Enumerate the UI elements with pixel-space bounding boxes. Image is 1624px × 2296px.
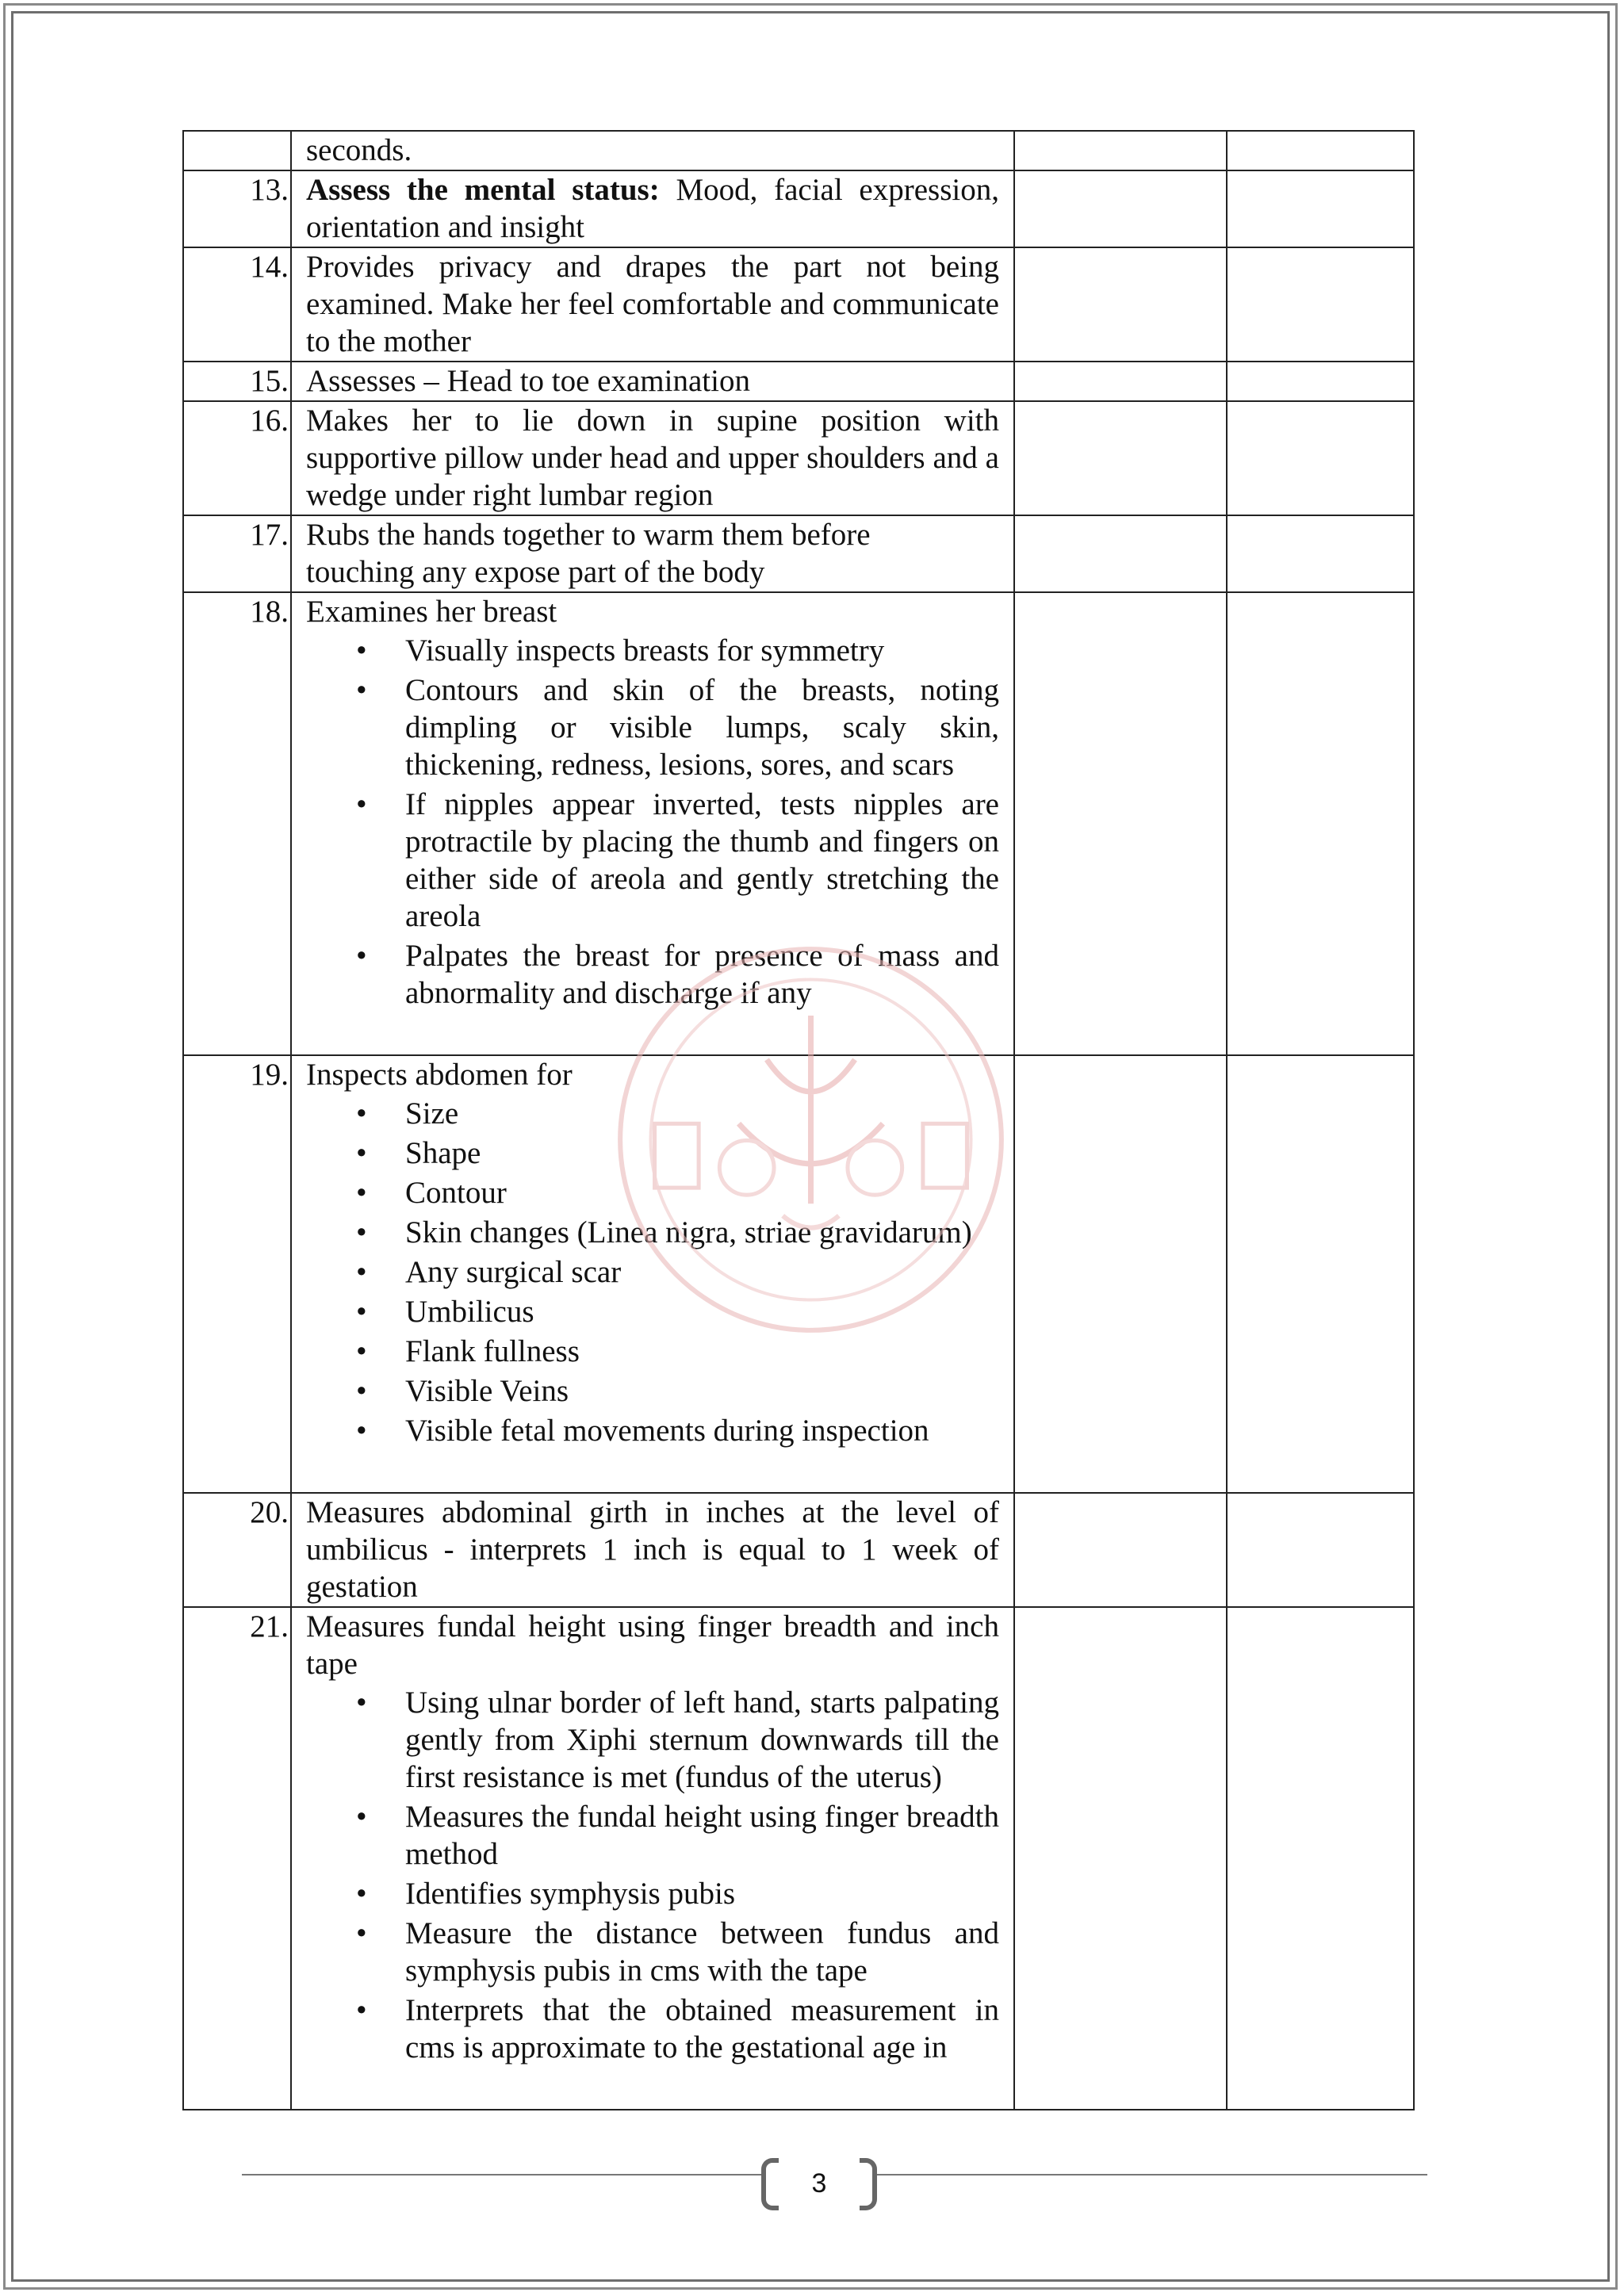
- list-item: • Measure the distance between fundus and symphysis pubis in cms with the tape: [405, 1915, 999, 1989]
- list-item: • If nipples appear inverted, tests nipples are protractile by placing the thumb and fingers on either side of areola and gently stretching the areola: [405, 786, 999, 935]
- remarks-cell: [1227, 1607, 1414, 2110]
- list-item: • Contour: [405, 1174, 999, 1211]
- list-item: • Flank fullness: [405, 1333, 999, 1370]
- remarks-cell: [1227, 170, 1414, 247]
- step-heading: Assess the mental status:: [306, 173, 660, 207]
- procedure-checklist-table: [182, 130, 1415, 2110]
- score-cell: [1014, 1493, 1227, 1607]
- bullet-list: [306, 1684, 999, 2066]
- table-row: [183, 1055, 1414, 1493]
- step-number: [183, 131, 291, 170]
- remarks-cell: [1227, 592, 1414, 1055]
- remarks-cell: [1227, 131, 1414, 170]
- step-text-line: Rubs the hands together to warm them before: [306, 518, 871, 552]
- step-number: 19.: [183, 1055, 291, 1493]
- step-text: Provides privacy and drapes the part not being examined. Make her feel comfortable and communicate to the mother: [291, 247, 1014, 362]
- list-item: • Size: [405, 1095, 999, 1132]
- remarks-cell: [1227, 401, 1414, 515]
- list-item: • Skin changes (Linea nigra, striae gravidarum): [405, 1214, 999, 1251]
- step-number: 16.: [183, 401, 291, 515]
- list-item: • Contours and skin of the breasts, noting dimpling or visible lumps, scaly skin, thickening, redness, lesions, sores, and scars: [405, 672, 999, 783]
- step-number: 21.: [183, 1607, 291, 2110]
- step-text: [291, 1055, 1014, 1493]
- list-item: • Umbilicus: [405, 1293, 999, 1330]
- step-text: Measures abdominal girth in inches at the level of umbilicus - interprets 1 inch is equal to 1 week of gestation: [291, 1493, 1014, 1607]
- list-item: • Visually inspects breasts for symmetry: [405, 632, 999, 669]
- score-cell: [1014, 362, 1227, 401]
- table-row: [183, 1607, 1414, 2110]
- score-cell: [1014, 131, 1227, 170]
- step-text: [291, 592, 1014, 1055]
- step-number: 18.: [183, 592, 291, 1055]
- score-cell: [1014, 592, 1227, 1055]
- list-item: • Shape: [405, 1135, 999, 1172]
- step-number: 13.: [183, 170, 291, 247]
- remarks-cell: [1227, 515, 1414, 592]
- remarks-cell: [1227, 247, 1414, 362]
- list-item: • Interprets that the obtained measurement in cms is approximate to the gestational age in: [405, 1992, 999, 2066]
- table-row: [183, 401, 1414, 515]
- step-number: 14.: [183, 247, 291, 362]
- list-item: • Using ulnar border of left hand, starts palpating gently from Xiphi sternum downwards till the first resistance is met (fundus of the uterus): [405, 1684, 999, 1796]
- table-row: [183, 247, 1414, 362]
- remarks-cell: [1227, 1055, 1414, 1493]
- step-number: 17.: [183, 515, 291, 592]
- list-item: • Palpates the breast for presence of mass and abnormality and discharge if any: [405, 937, 999, 1012]
- step-heading: Measures fundal height using finger breadth and inch tape: [306, 1609, 999, 1681]
- score-cell: [1014, 401, 1227, 515]
- step-heading: Inspects abdomen for: [306, 1058, 573, 1092]
- table-row: [183, 515, 1414, 592]
- list-item: • Identifies symphysis pubis: [405, 1875, 999, 1912]
- score-cell: [1014, 170, 1227, 247]
- table-row: [183, 170, 1414, 247]
- table-row: [183, 1493, 1414, 1607]
- step-heading: Examines her breast: [306, 595, 557, 629]
- bullet-list: [306, 632, 999, 1012]
- footer-rule-left: [242, 2174, 765, 2175]
- step-text-line: Mood, facial expression, orientation and insight: [306, 173, 999, 244]
- step-text: Makes her to lie down in supine position with supportive pillow under head and upper shoulders and a wedge under right lumbar region: [291, 401, 1014, 515]
- step-number: 15.: [183, 362, 291, 401]
- score-cell: [1014, 515, 1227, 592]
- remarks-cell: [1227, 1493, 1414, 1607]
- step-text: [291, 131, 1014, 170]
- table-row: [183, 592, 1414, 1055]
- step-text: [291, 1607, 1014, 2110]
- score-cell: [1014, 1055, 1227, 1493]
- table-row: [183, 362, 1414, 401]
- bullet-list: [306, 1095, 999, 1449]
- footer-rule-right: [872, 2174, 1427, 2175]
- score-cell: [1014, 247, 1227, 362]
- remarks-cell: [1227, 362, 1414, 401]
- step-number: 20.: [183, 1493, 291, 1607]
- list-item: • Any surgical scar: [405, 1253, 999, 1291]
- list-item: • Visible fetal movements during inspection: [405, 1412, 999, 1449]
- step-text: Assesses – Head to toe examination: [291, 362, 1014, 401]
- page-number: 3: [811, 2168, 827, 2198]
- table-row: [183, 131, 1414, 170]
- list-item: • Measures the fundal height using finger breadth method: [405, 1798, 999, 1873]
- step-text-line: seconds.: [306, 133, 412, 167]
- step-text: [291, 515, 1014, 592]
- step-text-line: touching any expose part of the body: [306, 555, 765, 589]
- list-item: • Visible Veins: [405, 1372, 999, 1410]
- step-text: [291, 170, 1014, 247]
- score-cell: [1014, 1607, 1227, 2110]
